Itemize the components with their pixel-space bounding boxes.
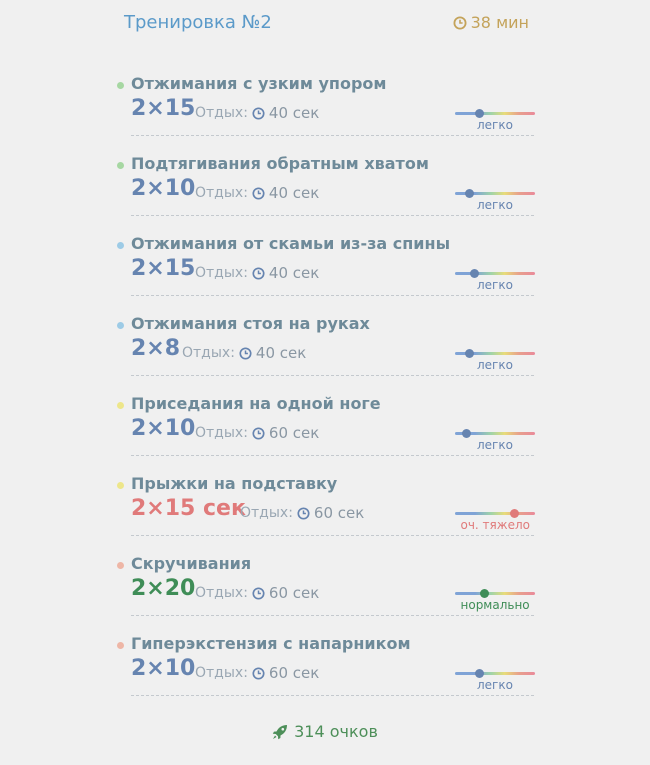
category-dot: [117, 162, 124, 169]
exercise-name: Отжимания от скамьи из-за спины: [131, 234, 451, 253]
difficulty-label: легко: [477, 118, 513, 132]
workout-card: [115, 0, 535, 710]
rest-value: 40 сек: [268, 184, 320, 202]
clock-icon: [297, 507, 310, 520]
rest-value: 40 сек: [268, 264, 320, 282]
difficulty-slider[interactable]: [455, 672, 535, 675]
category-dot: [117, 242, 124, 249]
exercise-name: Отжимания с узким упором: [131, 74, 387, 93]
rest-value: 60 сек: [268, 424, 320, 442]
difficulty-knob[interactable]: [510, 509, 519, 518]
clock-icon: [252, 187, 265, 200]
row-separator: [131, 135, 534, 136]
row-separator: [131, 215, 534, 216]
exercise-row[interactable]: [115, 310, 535, 390]
category-dot: [117, 642, 124, 649]
row-separator: [131, 695, 534, 696]
row-separator: [131, 535, 534, 536]
clock-icon: [252, 107, 265, 120]
difficulty-knob[interactable]: [475, 669, 484, 678]
exercise-sets: 2×10: [131, 176, 196, 201]
exercise-row[interactable]: [115, 70, 535, 150]
category-dot: [117, 562, 124, 569]
rest-value: 60 сек: [268, 584, 320, 602]
difficulty-knob[interactable]: [475, 109, 484, 118]
rest-info: [195, 584, 319, 602]
clock-icon: [252, 587, 265, 600]
rest-info: [195, 664, 319, 682]
row-separator: [131, 455, 534, 456]
score-footer: [0, 722, 650, 741]
exercise-row[interactable]: [115, 230, 535, 310]
workout-title: Тренировка №2: [124, 12, 272, 33]
row-separator: [131, 375, 534, 376]
exercise-sets: 2×10: [131, 656, 196, 681]
difficulty-slider[interactable]: [455, 272, 535, 275]
category-dot: [117, 482, 124, 489]
exercise-name: Скручивания: [131, 554, 252, 573]
rest-value: 60 сек: [313, 504, 365, 522]
rest-label: Отдых:: [195, 665, 248, 681]
rest-label: Отдых:: [195, 105, 248, 121]
difficulty-label: легко: [477, 678, 513, 692]
clock-icon: [252, 267, 265, 280]
rest-info: [195, 264, 319, 282]
exercise-name: Приседания на одной ноге: [131, 394, 381, 413]
exercise-name: Подтягивания обратным хватом: [131, 154, 429, 173]
rest-value: 40 сек: [268, 104, 320, 122]
difficulty-slider[interactable]: [455, 512, 535, 515]
rest-info: [195, 104, 319, 122]
rest-info: [182, 344, 306, 362]
difficulty-slider[interactable]: [455, 592, 535, 595]
exercise-row[interactable]: [115, 550, 535, 630]
difficulty-label: легко: [477, 438, 513, 452]
category-dot: [117, 322, 124, 329]
difficulty-slider[interactable]: [455, 112, 535, 115]
workout-header: [115, 0, 535, 50]
rocket-icon: [272, 724, 288, 740]
difficulty-slider[interactable]: [455, 192, 535, 195]
rest-value: 60 сек: [268, 664, 320, 682]
difficulty-slider[interactable]: [455, 432, 535, 435]
exercise-row[interactable]: [115, 630, 535, 710]
difficulty-label: нормально: [460, 598, 530, 612]
clock-icon: [252, 427, 265, 440]
exercise-row[interactable]: [115, 150, 535, 230]
difficulty-slider[interactable]: [455, 352, 535, 355]
rest-info: [195, 424, 319, 442]
rest-label: Отдых:: [195, 425, 248, 441]
difficulty-label: легко: [477, 198, 513, 212]
rest-label: Отдых:: [240, 505, 293, 521]
score-value: 314 очков: [294, 722, 378, 741]
exercise-sets: 2×15: [131, 256, 196, 281]
exercise-sets: 2×8: [131, 336, 181, 361]
exercise-sets: 2×15: [131, 96, 196, 121]
exercise-sets: 2×10: [131, 416, 196, 441]
rest-info: [240, 504, 364, 522]
exercise-sets: 2×20: [131, 576, 196, 601]
exercise-name: Отжимания стоя на руках: [131, 314, 370, 333]
difficulty-knob[interactable]: [465, 189, 474, 198]
exercise-sets: 2×15 сек: [131, 496, 246, 521]
rest-label: Отдых:: [195, 265, 248, 281]
clock-icon: [453, 16, 467, 30]
difficulty-knob[interactable]: [470, 269, 479, 278]
category-dot: [117, 402, 124, 409]
exercise-row[interactable]: [115, 470, 535, 550]
exercise-name: Гиперэкстензия с напарником: [131, 634, 411, 653]
exercise-list: [115, 70, 535, 710]
rest-label: Отдых:: [195, 185, 248, 201]
rest-value: 40 сек: [255, 344, 307, 362]
workout-duration-value: 38 мин: [470, 13, 529, 32]
clock-icon: [252, 667, 265, 680]
category-dot: [117, 82, 124, 89]
workout-duration: [453, 13, 529, 32]
row-separator: [131, 615, 534, 616]
difficulty-label: легко: [477, 278, 513, 292]
difficulty-knob[interactable]: [462, 429, 471, 438]
exercise-name: Прыжки на подставку: [131, 474, 338, 493]
rest-label: Отдых:: [195, 585, 248, 601]
difficulty-label: оч. тяжело: [460, 518, 530, 532]
row-separator: [131, 295, 534, 296]
clock-icon: [239, 347, 252, 360]
difficulty-knob[interactable]: [480, 589, 489, 598]
exercise-row[interactable]: [115, 390, 535, 470]
rest-info: [195, 184, 319, 202]
difficulty-label: легко: [477, 358, 513, 372]
rest-label: Отдых:: [182, 345, 235, 361]
difficulty-knob[interactable]: [465, 349, 474, 358]
